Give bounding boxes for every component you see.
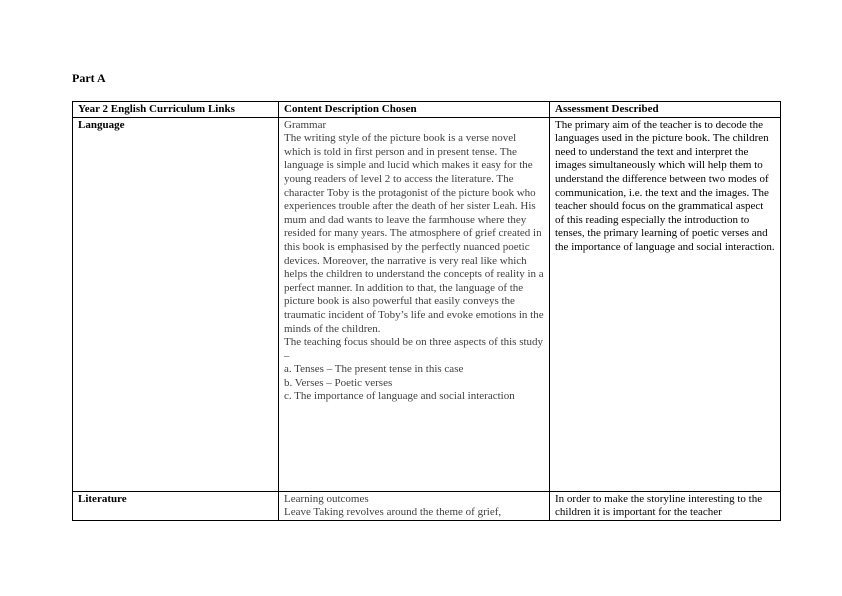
- table-header-row: [73, 102, 781, 118]
- content-paragraph: The teaching focus should be on three aspects of this study –: [284, 336, 544, 362]
- part-heading: Part A: [72, 71, 106, 85]
- row-label-language: Language: [73, 117, 279, 491]
- row-label-literature: Literature: [73, 491, 279, 520]
- curriculum-table: [72, 101, 781, 521]
- content-subheading: Learning outcomes: [284, 492, 369, 505]
- content-list-item: b. Verses – Poetic verses: [284, 376, 393, 389]
- header-assessment: Assessment Described: [550, 102, 781, 118]
- assessment-literature: In order to make the storyline interesting to the children it is important for the teacher: [550, 491, 781, 520]
- content-list-item: a. Tenses – The present tense in this case: [284, 363, 464, 376]
- content-description-language: [279, 117, 550, 491]
- content-paragraph: Leave Taking revolves around the theme of grief,: [284, 506, 502, 519]
- content-paragraph: The writing style of the picture book is a verse novel which is told in first person and in present tense. The language is simple and lucid which makes it easy for the young readers of level 2 to access the literature. The character Toby is the protagonist of the picture book who experiences trouble after the death of her sister Leah. His mum and dad wants to leave the farmhouse where they resided for many years. The atmosphere of grief created in this book is emphasised by the perfectly nuanced poetic devices. Moreover, the narrative is very real like which helps the children to understand the concepts of reality in a perfect manner. In addition to that, the language of the picture book is also powerful that easily conveys the traumatic incident of Toby’s life and evoke emotions in the minds of the children.: [284, 132, 544, 335]
- content-list-item: c. The importance of language and social interaction: [284, 390, 515, 403]
- table-row-language: [73, 117, 781, 491]
- table-row-literature: [73, 491, 781, 520]
- content-description-literature: [279, 491, 550, 520]
- assessment-language: The primary aim of the teacher is to decode the languages used in the picture book. The children need to understand the text and interpret the images simultaneously which will help them to understand the difference between two modes of communication, i.e. the text and the images. The teacher should focus on the grammatical aspect of this reading especially the introduction to tenses, the primary learning of poetic verses and the importance of language and social interaction.: [550, 117, 781, 491]
- content-subheading: Grammar: [284, 118, 327, 131]
- header-content-description: Content Description Chosen: [279, 102, 550, 118]
- header-curriculum-links: Year 2 English Curriculum Links: [73, 102, 279, 118]
